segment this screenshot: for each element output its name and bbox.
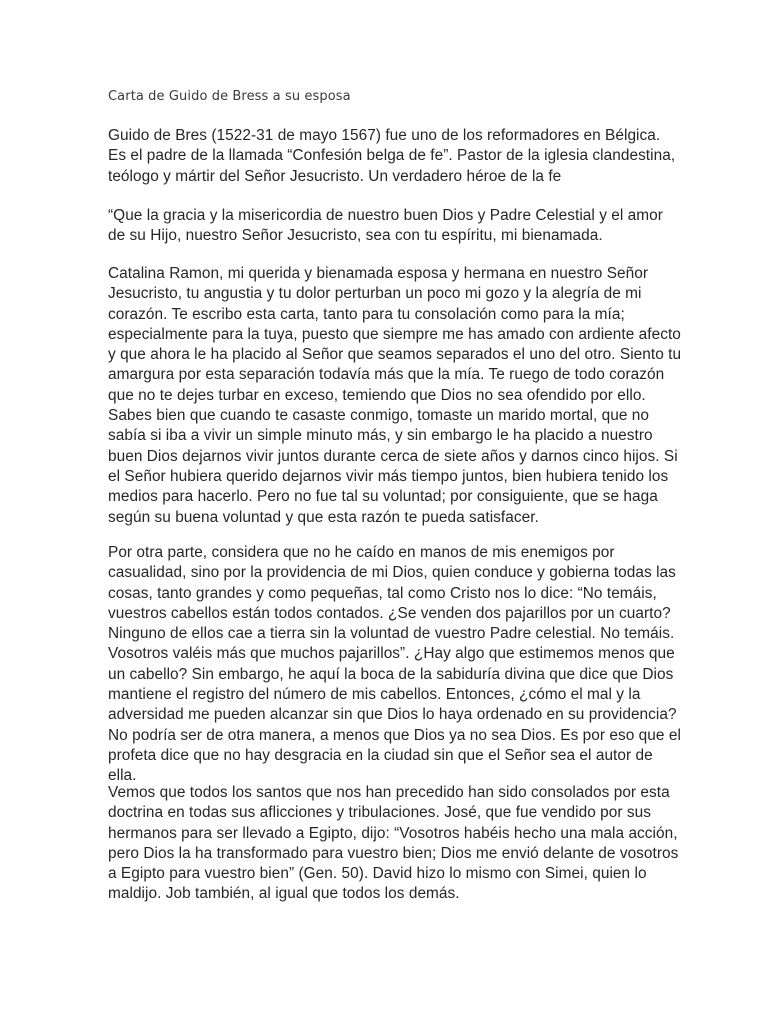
text-line: Guido de Bres (1522-31 de mayo 1567) fue uno de los reformadores en Bélgica. xyxy=(108,127,661,144)
text-line: un cabello? Sin embargo, he aquí la boca de la sabiduría divina que dice que Dios xyxy=(108,665,674,683)
text-line: doctrina en todas sus aflicciones y tribulaciones. José, que fue vendido por sus xyxy=(108,804,651,822)
text-line: Vosotros valéis más que muchos pajarillos”. ¿Hay algo que estimemos menos que xyxy=(108,645,675,663)
intro-paragraph xyxy=(108,126,676,187)
text-line: teólogo y mártir del Señor Jesucristo. Un verdadero héroe de la fe xyxy=(108,167,562,185)
text-line: hermanos para ser llevado a Egipto, dijo: “Vosotros habéis hecho una mala acción, xyxy=(108,824,678,842)
text-line: medios para hacerlo. Pero no fue tal su voluntad; por consiguiente, que se haga xyxy=(108,488,658,506)
text-line: mantiene el registro del número de mis cabellos. Entonces, ¿cómo el mal y la xyxy=(108,686,641,704)
text-line: casualidad, sino por la providencia de mi Dios, quien conduce y gobierna todas las xyxy=(108,564,676,582)
text-line: cosas, tanto grandes y como pequeñas, tal como Cristo nos lo dice: “No temáis, xyxy=(108,584,657,602)
letter-paragraph-2 xyxy=(108,543,681,787)
text-line: Por otra parte, considera que no he caído en manos de mis enemigos por xyxy=(108,544,615,561)
text-line: Ninguno de ellos cae a tierra sin la voluntad de vuestro Padre celestial. No temáis. xyxy=(108,625,675,643)
text-line: ella. xyxy=(108,767,137,785)
text-line: profeta dice que no hay desgracia en la ciudad sin que el Señor sea el autor de xyxy=(108,746,653,764)
text-line: de su Hijo, nuestro Señor Jesucristo, sea con tu espíritu, mi bienamada. xyxy=(108,227,603,245)
letter-paragraph-3 xyxy=(108,783,679,905)
text-line: que no te dejes turbar en exceso, temiendo que Dios no sea ofendido por ello. xyxy=(108,386,646,404)
document-title: Carta de Guido de Bress a su esposa xyxy=(108,89,351,104)
text-line: Jesucristo, tu angustia y tu dolor perturban un poco mi gozo y la alegría de mi xyxy=(108,285,642,303)
text-line: No podría ser de otra manera, a menos que Dios ya no sea Dios. Es por eso que el xyxy=(108,726,681,744)
text-line: “Que la gracia y la misericordia de nuestro buen Dios y Padre Celestial y el amor xyxy=(108,207,663,224)
text-line: el Señor hubiera querido dejarnos vivir más tiempo juntos, bien hubiera tenido los xyxy=(108,467,669,485)
text-line: adversidad me pueden alcanzar sin que Dios lo haya ordenado en su providencia? xyxy=(108,706,677,724)
text-line: vuestros cabellos están todos contados. ¿Se venden dos pajarillos por un cuarto? xyxy=(108,604,671,622)
text-line: pero Dios la ha transformado para vuestro bien; Dios me envió delante de vosotros xyxy=(108,844,679,862)
text-line: sabía si iba a vivir un simple minuto más, y sin embargo le ha placido a nuestro xyxy=(108,427,653,445)
text-line: Catalina Ramon, mi querida y bienamada esposa y hermana en nuestro Señor xyxy=(108,265,649,282)
text-line: amargura por esta separación todavía más que la mía. Te ruego de todo corazón xyxy=(108,366,665,384)
text-line: corazón. Te escribo esta carta, tanto para tu consolación como para la mía; xyxy=(108,305,625,323)
text-line: Vemos que todos los santos que nos han precedido han sido consolados por esta xyxy=(108,784,670,801)
text-line: maldijo. Job también, al igual que todos los demás. xyxy=(108,885,460,903)
text-line: y que ahora le ha placido al Señor que seamos separados el uno del otro. Siento tu xyxy=(108,346,682,364)
text-line: buen Dios dejarnos vivir juntos durante cerca de siete años y darnos cinco hijos. Si xyxy=(108,447,678,465)
greeting-paragraph xyxy=(108,206,668,247)
text-line: a Egipto para vuestro bien” (Gen. 50). David hizo lo mismo con Simei, quien lo xyxy=(108,865,647,883)
letter-paragraph-1 xyxy=(108,264,682,528)
text-line: Sabes bien que cuando te casaste conmigo, tomaste un marido mortal, que no xyxy=(108,407,649,425)
text-line: Es el padre de la llamada “Confesión belga de fe”. Pastor de la iglesia clandestina, xyxy=(108,147,676,165)
text-line: según su buena voluntad y que esta razón te pueda satisfacer. xyxy=(108,508,539,526)
text-line: especialmente para la tuya, puesto que siempre me has amado con ardiente afecto xyxy=(108,325,681,343)
